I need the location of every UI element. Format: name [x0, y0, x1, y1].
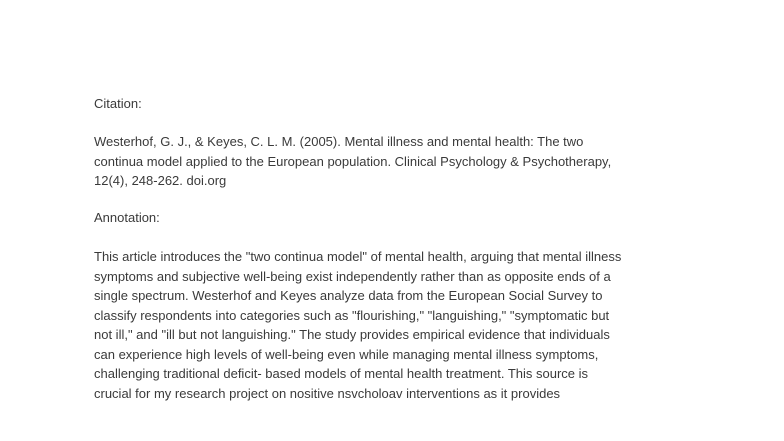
annotation-text	[94, 247, 734, 403]
annotation-line: symptoms and subjective well-being exist independently rather than as opposite ends of a	[94, 268, 611, 284]
annotation-line: not ill," and "ill but not languishing." The study provides empirical evidence that individuals	[94, 327, 610, 342]
citation-text	[94, 132, 734, 191]
annotation-line: single spectrum. Westerhof and Keyes analyze data from the European Social Survey to	[94, 288, 603, 303]
annotation-line: crucial for my research project on nositive nsvcholoav interventions as it provides	[94, 385, 561, 401]
annotation-heading: Annotation:	[94, 210, 160, 225]
citation-line: 12(4), 248-262. doi.org	[94, 173, 227, 188]
citation-line: Westerhof, G. J., & Keyes, C. L. M. (2005). Mental illness and mental health: The two	[94, 134, 584, 149]
annotation-line: This article introduces the "two continua model" of mental health, arguing that mental illness	[94, 249, 622, 264]
citation-line: continua model applied to the European population. Clinical Psychology & Psychotherapy,	[94, 153, 612, 169]
annotation-line: classify respondents into categories such as "flourishing," "languishing," "symptomatic but	[94, 307, 610, 323]
annotation-line: challenging traditional deficit- based models of mental health treatment. This source is	[94, 366, 589, 381]
citation-heading: Citation:	[94, 96, 142, 111]
annotation-line: can experience high levels of well-being even while managing mental illness symptoms,	[94, 346, 599, 362]
